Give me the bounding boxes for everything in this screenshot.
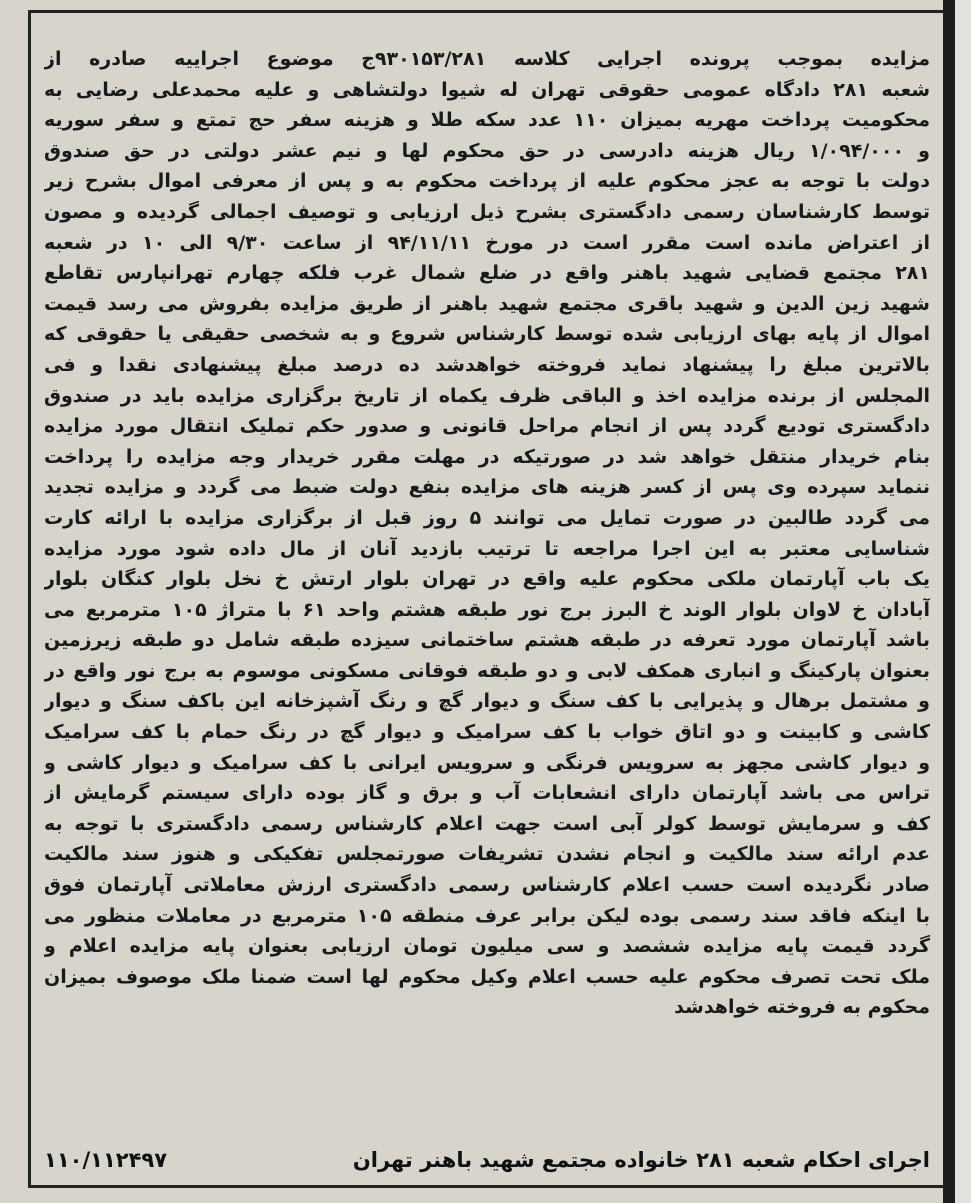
notice-line: محکوم به فروخته خواهدشد: [674, 996, 930, 1019]
notice-line: بنام خریدار منتقل خواهد شد در صورتیکه در مهلت مقرر خریدار وجه مزایده را پرداخت: [44, 445, 930, 468]
notice-line: شهید زین الدین و شهید باقری مجتمع شهید باهنر از طریق مزایده بفروش می رسد قیمت: [44, 292, 930, 315]
notice-line: اموال از پایه بهای ارزیابی شده توسط کارشناس شروع و به شخصی حقیقی یا حقوقی که: [44, 323, 930, 346]
notice-line: شناسایی معتبر به این اجرا مراجعه تا ترتیب بازدید آنان از مال داده شود مورد مزایده: [44, 537, 930, 560]
notice-line: ننماید سپرده وی پس از کسر هزینه های مزایده بنفع دولت ضبط می گردد و مزایده تجدید: [44, 476, 930, 499]
notice-line: دولت با توجه به عجز محکوم علیه از پرداخت محکوم به و پس از معرفی اموال بشرح زیر: [44, 170, 930, 193]
notice-line: صادر نگردیده است حسب اعلام کارشناس رسمی دادگستری ارزش معاملاتی آپارتمان فوق: [44, 874, 930, 897]
notice-footer: [44, 1148, 930, 1172]
notice-line: می گردد طالبین در صورت تمایل می توانند ۵ روز قبل از برگزاری مزایده با ارائه کارت: [44, 506, 930, 529]
notice-line: آبادان خ لاوان بلوار الوند خ البرز برج نور طبقه هشتم واحد ۶۱ با متراژ ۱۰۵ مترمربع می: [44, 598, 930, 621]
notice-line: بعنوان پارکینگ و انباری همکف لابی و دو طبقه فوقانی مسکونی موسوم به برج نور واقع در: [44, 659, 930, 682]
notice-line: یک باب آپارتمان ملکی محکوم علیه واقع در تهران بلوار ارتش خ نخل بلوار کنگان بلوار: [44, 568, 930, 591]
notice-line: مزایده بموجب پرونده اجرایی کلاسه ۹۳۰۱۵۳/۲۸۱ج موضوع اجراییه صادره از: [44, 48, 930, 70]
notice-line: و ۱/۰۹۴/۰۰۰ ریال هزینه دادرسی در حق محکوم لها و نیم عشر دولتی در حق صندوق: [44, 139, 930, 162]
notice-line: محکومیت پرداخت مهریه بمیزان ۱۱۰ عدد سکه طلا و هزینه سفر حج تمتع و سفر سوریه: [44, 109, 930, 132]
auction-notice-text: [44, 44, 930, 1023]
notice-line: توسط کارشناسان رسمی دادگستری بشرح ذیل ارزیابی و توصیف اجمالی گردیده و مصون: [44, 200, 930, 223]
notice-line: تراس می باشد آپارتمان دارای انشعابات آب و برق و گاز بوده دارای سیستم گرمایش از: [44, 782, 930, 805]
notice-line: با اینکه فاقد سند رسمی بوده لیکن برابر عرف منطقه ۱۰۵ مترمربع در معاملات منظور می: [44, 904, 930, 927]
page-edge: [955, 0, 971, 1203]
notice-line: ۲۸۱ مجتمع قضایی شهید باهنر واقع در ضلع شمال غرب فلکه چهارم تهرانپارس تقاطع: [44, 262, 930, 285]
notice-line: و مشتمل برهال و پذیرایی با کف سنگ و دیوار گچ و رنگ آشپزخانه این باکف سنگ و دیوار: [44, 690, 930, 713]
column-rule: [943, 0, 955, 1203]
notice-line: گردد قیمت پایه مزایده ششصد و سی میلیون تومان ارزیابی بعنوان پایه مزایده اعلام و: [44, 935, 930, 958]
notice-line: از اعتراض مانده است مقرر است در مورخ ۹۴/۱۱/۱۱ از ساعت ۹/۳۰ الی ۱۰ در شعبه: [44, 231, 930, 254]
notice-reference-number: ۱۱۰/۱۱۲۴۹۷: [44, 1148, 168, 1172]
notice-line: کاشی و کابینت و دو اتاق خواب با کف سرامیک و دیوار گچ در رنگ حمام با کف سرامیک: [44, 721, 930, 744]
notice-line: کف و سرمایش توسط کولر آبی است جهت اعلام کارشناس رسمی دادگستری با توجه به: [44, 812, 930, 835]
notice-line: دادگستری تودیع گردد پس از انجام مراحل قانونی و صدور حکم تملیک انتقال مورد مزایده: [44, 415, 930, 438]
notice-line: ملک تحت تصرف محکوم علیه حسب اعلام وکیل محکوم لها است ضمنا ملک موصوف بمیزان: [44, 965, 930, 988]
issuer-signature: اجرای احکام شعبه ۲۸۱ خانواده مجتمع شهید باهنر تهران: [352, 1148, 930, 1172]
notice-line: شعبه ۲۸۱ دادگاه عمومی حقوقی تهران له شیوا دولتشاهی و علیه محمدعلی رضایی به: [44, 78, 930, 101]
notice-line: عدم ارائه سند مالکیت و انجام نشدن تشریفات صورتمجلس تفکیکی و هنوز سند مالکیت: [44, 843, 930, 866]
notice-line: و دیوار کاشی مجهز به سرویس فرنگی و سرویس ایرانی با کف سرامیک و دیوار کاشی و: [44, 751, 930, 774]
notice-line: بالاترین مبلغ را پیشنهاد نماید فروخته خواهدشد ده درصد مبلغ پیشنهادی نقدا و فی: [44, 353, 930, 376]
notice-line: المجلس از برنده مزایده اخذ و الباقی ظرف یکماه از تاریخ برگزاری مزایده باید در صندوق: [44, 384, 930, 407]
notice-line: باشد آپارتمان مورد تعرفه در طبقه هشتم ساختمانی سیزده طبقه شامل دو طبقه زیرزمین: [44, 629, 930, 652]
